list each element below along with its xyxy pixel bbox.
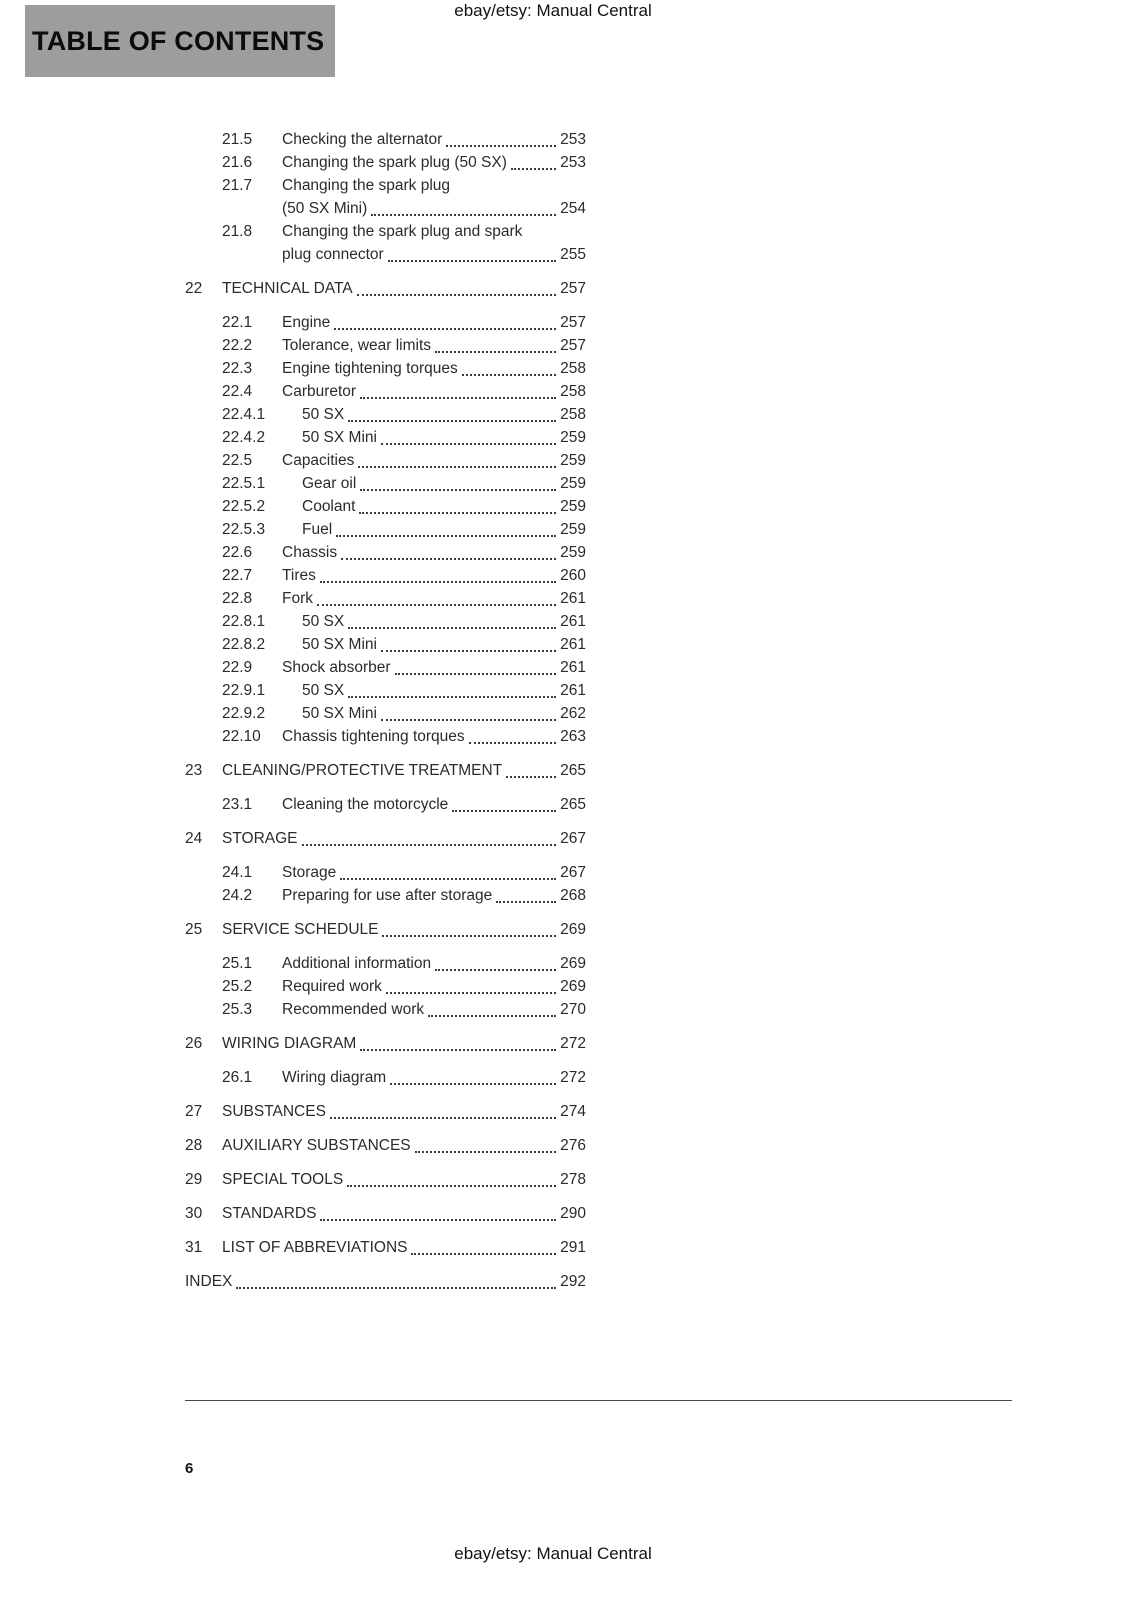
toc-dot-leader: [357, 294, 556, 296]
toc-entry-title: Coolant: [302, 498, 356, 515]
toc-entry: [185, 1168, 586, 1191]
toc-entry-title: AUXILIARY SUBSTANCES: [222, 1137, 411, 1154]
toc-entry-title: SERVICE SCHEDULE: [222, 921, 379, 938]
toc-entry-page: 258: [560, 360, 586, 377]
toc-entry-title: 50 SX: [302, 682, 345, 699]
toc-entry: [185, 952, 586, 975]
toc-entry-page: 257: [560, 280, 586, 297]
toc-entry-number: 22.9.2: [222, 705, 266, 722]
toc-entry-number: 22.8.2: [222, 636, 266, 653]
toc-entry-page: 259: [560, 475, 586, 492]
toc-entry-page: 276: [560, 1137, 586, 1154]
page-footer-brand: ebay/etsy: Manual Central: [454, 1544, 652, 1563]
toc-dot-leader: [347, 1185, 556, 1187]
toc-dot-leader: [496, 901, 556, 903]
toc-entry-title: Changing the spark plug: [282, 177, 451, 194]
toc-entry-page: 278: [560, 1171, 586, 1188]
toc-entry-title: Required work: [282, 978, 382, 995]
toc-dot-leader: [435, 351, 556, 353]
toc-entry-page: 259: [560, 498, 586, 515]
toc-entry-title: Wiring diagram: [282, 1069, 387, 1086]
toc-dot-leader: [320, 581, 556, 583]
toc-dot-leader: [348, 420, 556, 422]
toc-entry-title: 50 SX: [302, 613, 345, 630]
toc-entry-page: 270: [560, 1001, 586, 1018]
toc-entry-page: 260: [560, 567, 586, 584]
toc-dot-leader: [395, 673, 556, 675]
toc-entry-number: 22.5.1: [222, 475, 266, 492]
toc-dot-leader: [511, 168, 556, 170]
toc-dot-leader: [360, 1049, 556, 1051]
toc-entry-title: Shock absorber: [282, 659, 391, 676]
toc-entry-page: 261: [560, 636, 586, 653]
toc-entry-page: 269: [560, 921, 586, 938]
toc-entry-number: 22.4: [222, 383, 253, 400]
toc-entry-title: Carburetor: [282, 383, 357, 400]
toc-entry: [185, 380, 586, 403]
toc-entry-number: 24.2: [222, 887, 253, 904]
toc-entry-page: 267: [560, 830, 586, 847]
toc-entry-title-continued: plug connector: [282, 246, 384, 263]
toc-entry-number: 24.1: [222, 864, 253, 881]
toc-entry-number: 25.2: [222, 978, 253, 995]
toc-entry: [185, 884, 586, 907]
toc-entry-number: 22.5.2: [222, 498, 266, 515]
page-number: 6: [185, 1460, 194, 1477]
toc-dot-leader: [381, 443, 556, 445]
toc-entry: [185, 174, 586, 220]
toc-dot-leader: [462, 374, 556, 376]
toc-entry: [185, 827, 586, 850]
toc-entry-number: 22.10: [222, 728, 261, 745]
toc-dot-leader: [469, 742, 556, 744]
toc-entry: [185, 861, 586, 884]
toc-dot-leader: [336, 535, 556, 537]
toc-entry-title: Storage: [282, 864, 337, 881]
toc-entry-page: 257: [560, 314, 586, 331]
toc-entry: [185, 975, 586, 998]
toc-dot-leader: [358, 466, 556, 468]
toc-entry: [185, 311, 586, 334]
toc-entry: [185, 426, 586, 449]
toc-entry: [185, 357, 586, 380]
toc-entry-number: 21.8: [222, 223, 253, 240]
toc-dot-leader: [320, 1219, 556, 1221]
toc-dot-leader: [359, 512, 556, 514]
toc-entry-number: 22.9: [222, 659, 253, 676]
toc-entry-title: Engine: [282, 314, 331, 331]
toc-entry-number: 22.5: [222, 452, 253, 469]
toc-entry-number: 29: [185, 1171, 203, 1188]
toc-dot-leader: [386, 992, 556, 994]
toc-dot-leader: [330, 1117, 556, 1119]
toc-dot-leader: [415, 1151, 556, 1153]
toc-entry-title: Preparing for use after storage: [282, 887, 493, 904]
toc-entry-page: 262: [560, 705, 586, 722]
toc-entry-title: INDEX: [185, 1273, 233, 1290]
toc-entry-page: 272: [560, 1069, 586, 1086]
toc-entry-page: 267: [560, 864, 586, 881]
toc-entry-number: 22.3: [222, 360, 253, 377]
toc-entry: [185, 656, 586, 679]
toc-dot-leader: [381, 650, 556, 652]
toc-dot-leader: [334, 328, 556, 330]
toc-entry-title: SUBSTANCES: [222, 1103, 326, 1120]
toc-entry-title: TECHNICAL DATA: [222, 280, 353, 297]
toc-entry-page: 253: [560, 131, 586, 148]
toc-entry: [185, 334, 586, 357]
toc-entry-number: 22.9.1: [222, 682, 266, 699]
toc-entry-number: 22: [185, 280, 203, 297]
toc-entry: [185, 495, 586, 518]
toc-entry: [185, 403, 586, 426]
toc-entry: [185, 587, 586, 610]
toc-entry: [185, 1236, 586, 1259]
toc-entry: [185, 541, 586, 564]
toc-entry-page: 272: [560, 1035, 586, 1052]
toc-entry-title: Changing the spark plug and spark: [282, 223, 523, 240]
toc-dot-leader: [381, 719, 556, 721]
toc-entry-number: 22.1: [222, 314, 253, 331]
toc-entry-page: 290: [560, 1205, 586, 1222]
toc-entry-page: 259: [560, 544, 586, 561]
toc-entry-page: 269: [560, 955, 586, 972]
toc-entry-number: 21.5: [222, 131, 253, 148]
toc-dot-leader: [302, 844, 556, 846]
toc-entry: [185, 679, 586, 702]
toc-entry: [185, 128, 586, 151]
toc-dot-leader: [506, 776, 556, 778]
toc-entry: [185, 277, 586, 300]
toc-entry: [185, 1032, 586, 1055]
toc-entry-number: 21.6: [222, 154, 253, 171]
toc-entry: [185, 702, 586, 725]
toc-entry-number: 31: [185, 1239, 203, 1256]
toc-entry-title-continued: (50 SX Mini): [282, 200, 368, 217]
toc-entry: [185, 759, 586, 782]
toc-entry-title: STANDARDS: [222, 1205, 317, 1222]
toc-entry-title: SPECIAL TOOLS: [222, 1171, 344, 1188]
toc-entry-page: 268: [560, 887, 586, 904]
toc-entry-number: 23: [185, 762, 203, 779]
toc-dot-leader: [435, 969, 556, 971]
toc-entry-page: 261: [560, 590, 586, 607]
toc-entry-title: LIST OF ABBREVIATIONS: [222, 1239, 408, 1256]
toc-entry: [185, 1202, 586, 1225]
toc-entry-number: 22.8.1: [222, 613, 266, 630]
toc-entry-title: Chassis tightening torques: [282, 728, 465, 745]
toc-entry: [185, 151, 586, 174]
toc-dot-leader: [452, 810, 556, 812]
toc-entry: [185, 793, 586, 816]
toc-dot-leader: [317, 604, 556, 606]
toc-entry-title: Engine tightening torques: [282, 360, 458, 377]
toc-entry: [185, 610, 586, 633]
toc-dot-leader: [360, 397, 556, 399]
toc-entry-page: 261: [560, 659, 586, 676]
toc-entry-number: 27: [185, 1103, 203, 1120]
toc-entry: [185, 998, 586, 1021]
toc-entry-title: Capacities: [282, 452, 355, 469]
footer-divider: [185, 1400, 1012, 1401]
toc-entry-title: 50 SX Mini: [302, 705, 377, 722]
toc-entry: [185, 449, 586, 472]
toc-entry-number: 25.3: [222, 1001, 253, 1018]
page-header-brand: ebay/etsy: Manual Central: [454, 1, 652, 20]
toc-entry-page: 274: [560, 1103, 586, 1120]
toc-dot-leader: [348, 696, 556, 698]
toc-dot-leader: [341, 558, 556, 560]
toc-entry-number: 23.1: [222, 796, 253, 813]
toc-entry-title: Checking the alternator: [282, 131, 443, 148]
toc-entry-number: 25: [185, 921, 203, 938]
toc-list: [185, 128, 586, 1304]
toc-entry: [185, 633, 586, 656]
table-of-contents-title: TABLE OF CONTENTS: [32, 25, 325, 56]
toc-entry-page: 257: [560, 337, 586, 354]
toc-entry-title: Recommended work: [282, 1001, 425, 1018]
toc-entry-title: Tires: [282, 567, 316, 584]
toc-dot-leader: [360, 489, 556, 491]
toc-dot-leader: [428, 1015, 556, 1017]
toc-entry-page: 259: [560, 521, 586, 538]
toc-entry: [185, 472, 586, 495]
toc-entry-title: 50 SX Mini: [302, 429, 377, 446]
toc-entry-page: 269: [560, 978, 586, 995]
toc-entry-title: Tolerance, wear limits: [282, 337, 432, 354]
toc-dot-leader: [390, 1083, 556, 1085]
toc-entry-page: 255: [560, 246, 586, 263]
toc-entry-number: 21.7: [222, 177, 253, 194]
toc-entry-page: 261: [560, 613, 586, 630]
toc-entry: [185, 518, 586, 541]
toc-entry-title: CLEANING/PROTECTIVE TREATMENT: [222, 762, 503, 779]
toc-entry-page: 265: [560, 796, 586, 813]
toc-entry: [185, 1270, 586, 1293]
toc-entry-page: 292: [560, 1273, 586, 1290]
toc-entry-number: 22.2: [222, 337, 253, 354]
toc-entry-title: 50 SX Mini: [302, 636, 377, 653]
toc-entry-number: 30: [185, 1205, 203, 1222]
toc-entry-title: WIRING DIAGRAM: [222, 1035, 357, 1052]
toc-entry: [185, 1134, 586, 1157]
toc-entry-title: Fuel: [302, 521, 333, 538]
toc-entry-title: Additional information: [282, 955, 432, 972]
toc-dot-leader: [340, 878, 556, 880]
toc-entry-page: 259: [560, 452, 586, 469]
toc-entry: [185, 918, 586, 941]
toc-entry-page: 253: [560, 154, 586, 171]
toc-entry: [185, 725, 586, 748]
toc-entry-page: 265: [560, 762, 586, 779]
toc-entry-title: Fork: [282, 590, 313, 607]
toc-dot-leader: [388, 260, 556, 262]
toc-entry: [185, 564, 586, 587]
toc-entry-number: 22.4.2: [222, 429, 266, 446]
toc-entry-title: STORAGE: [222, 830, 298, 847]
toc-entry-page: 258: [560, 406, 586, 423]
toc-dot-leader: [371, 214, 556, 216]
toc-entry: [185, 1100, 586, 1123]
toc-entry-number: 22.5.3: [222, 521, 266, 538]
toc-entry-number: 22.6: [222, 544, 253, 561]
toc-dot-leader: [348, 627, 556, 629]
toc-entry: [185, 220, 586, 266]
toc-entry-title: Changing the spark plug (50 SX): [282, 154, 507, 171]
toc-entry-number: 24: [185, 830, 203, 847]
toc-entry: [185, 1066, 586, 1089]
toc-entry-number: 26: [185, 1035, 203, 1052]
toc-dot-leader: [446, 145, 556, 147]
toc-entry-title: 50 SX: [302, 406, 345, 423]
toc-entry-number: 22.4.1: [222, 406, 266, 423]
toc-entry-number: 25.1: [222, 955, 253, 972]
toc-entry-page: 259: [560, 429, 586, 446]
toc-entry-page: 258: [560, 383, 586, 400]
toc-entry-title: Gear oil: [302, 475, 357, 492]
toc-entry-title: Cleaning the motorcycle: [282, 796, 449, 813]
toc-dot-leader: [411, 1253, 556, 1255]
toc-entry-number: 28: [185, 1137, 203, 1154]
toc-dot-leader: [236, 1287, 556, 1289]
table-of-contents-title-box: [25, 5, 335, 77]
toc-entry-page: 254: [560, 200, 586, 217]
toc-entry-page: 261: [560, 682, 586, 699]
toc-entry-number: 26.1: [222, 1069, 253, 1086]
toc-entry-number: 22.8: [222, 590, 253, 607]
toc-entry-page: 263: [560, 728, 586, 745]
toc-entry-number: 22.7: [222, 567, 253, 584]
toc-dot-leader: [382, 935, 556, 937]
toc-entry-page: 291: [560, 1239, 586, 1256]
toc-entry-title: Chassis: [282, 544, 338, 561]
